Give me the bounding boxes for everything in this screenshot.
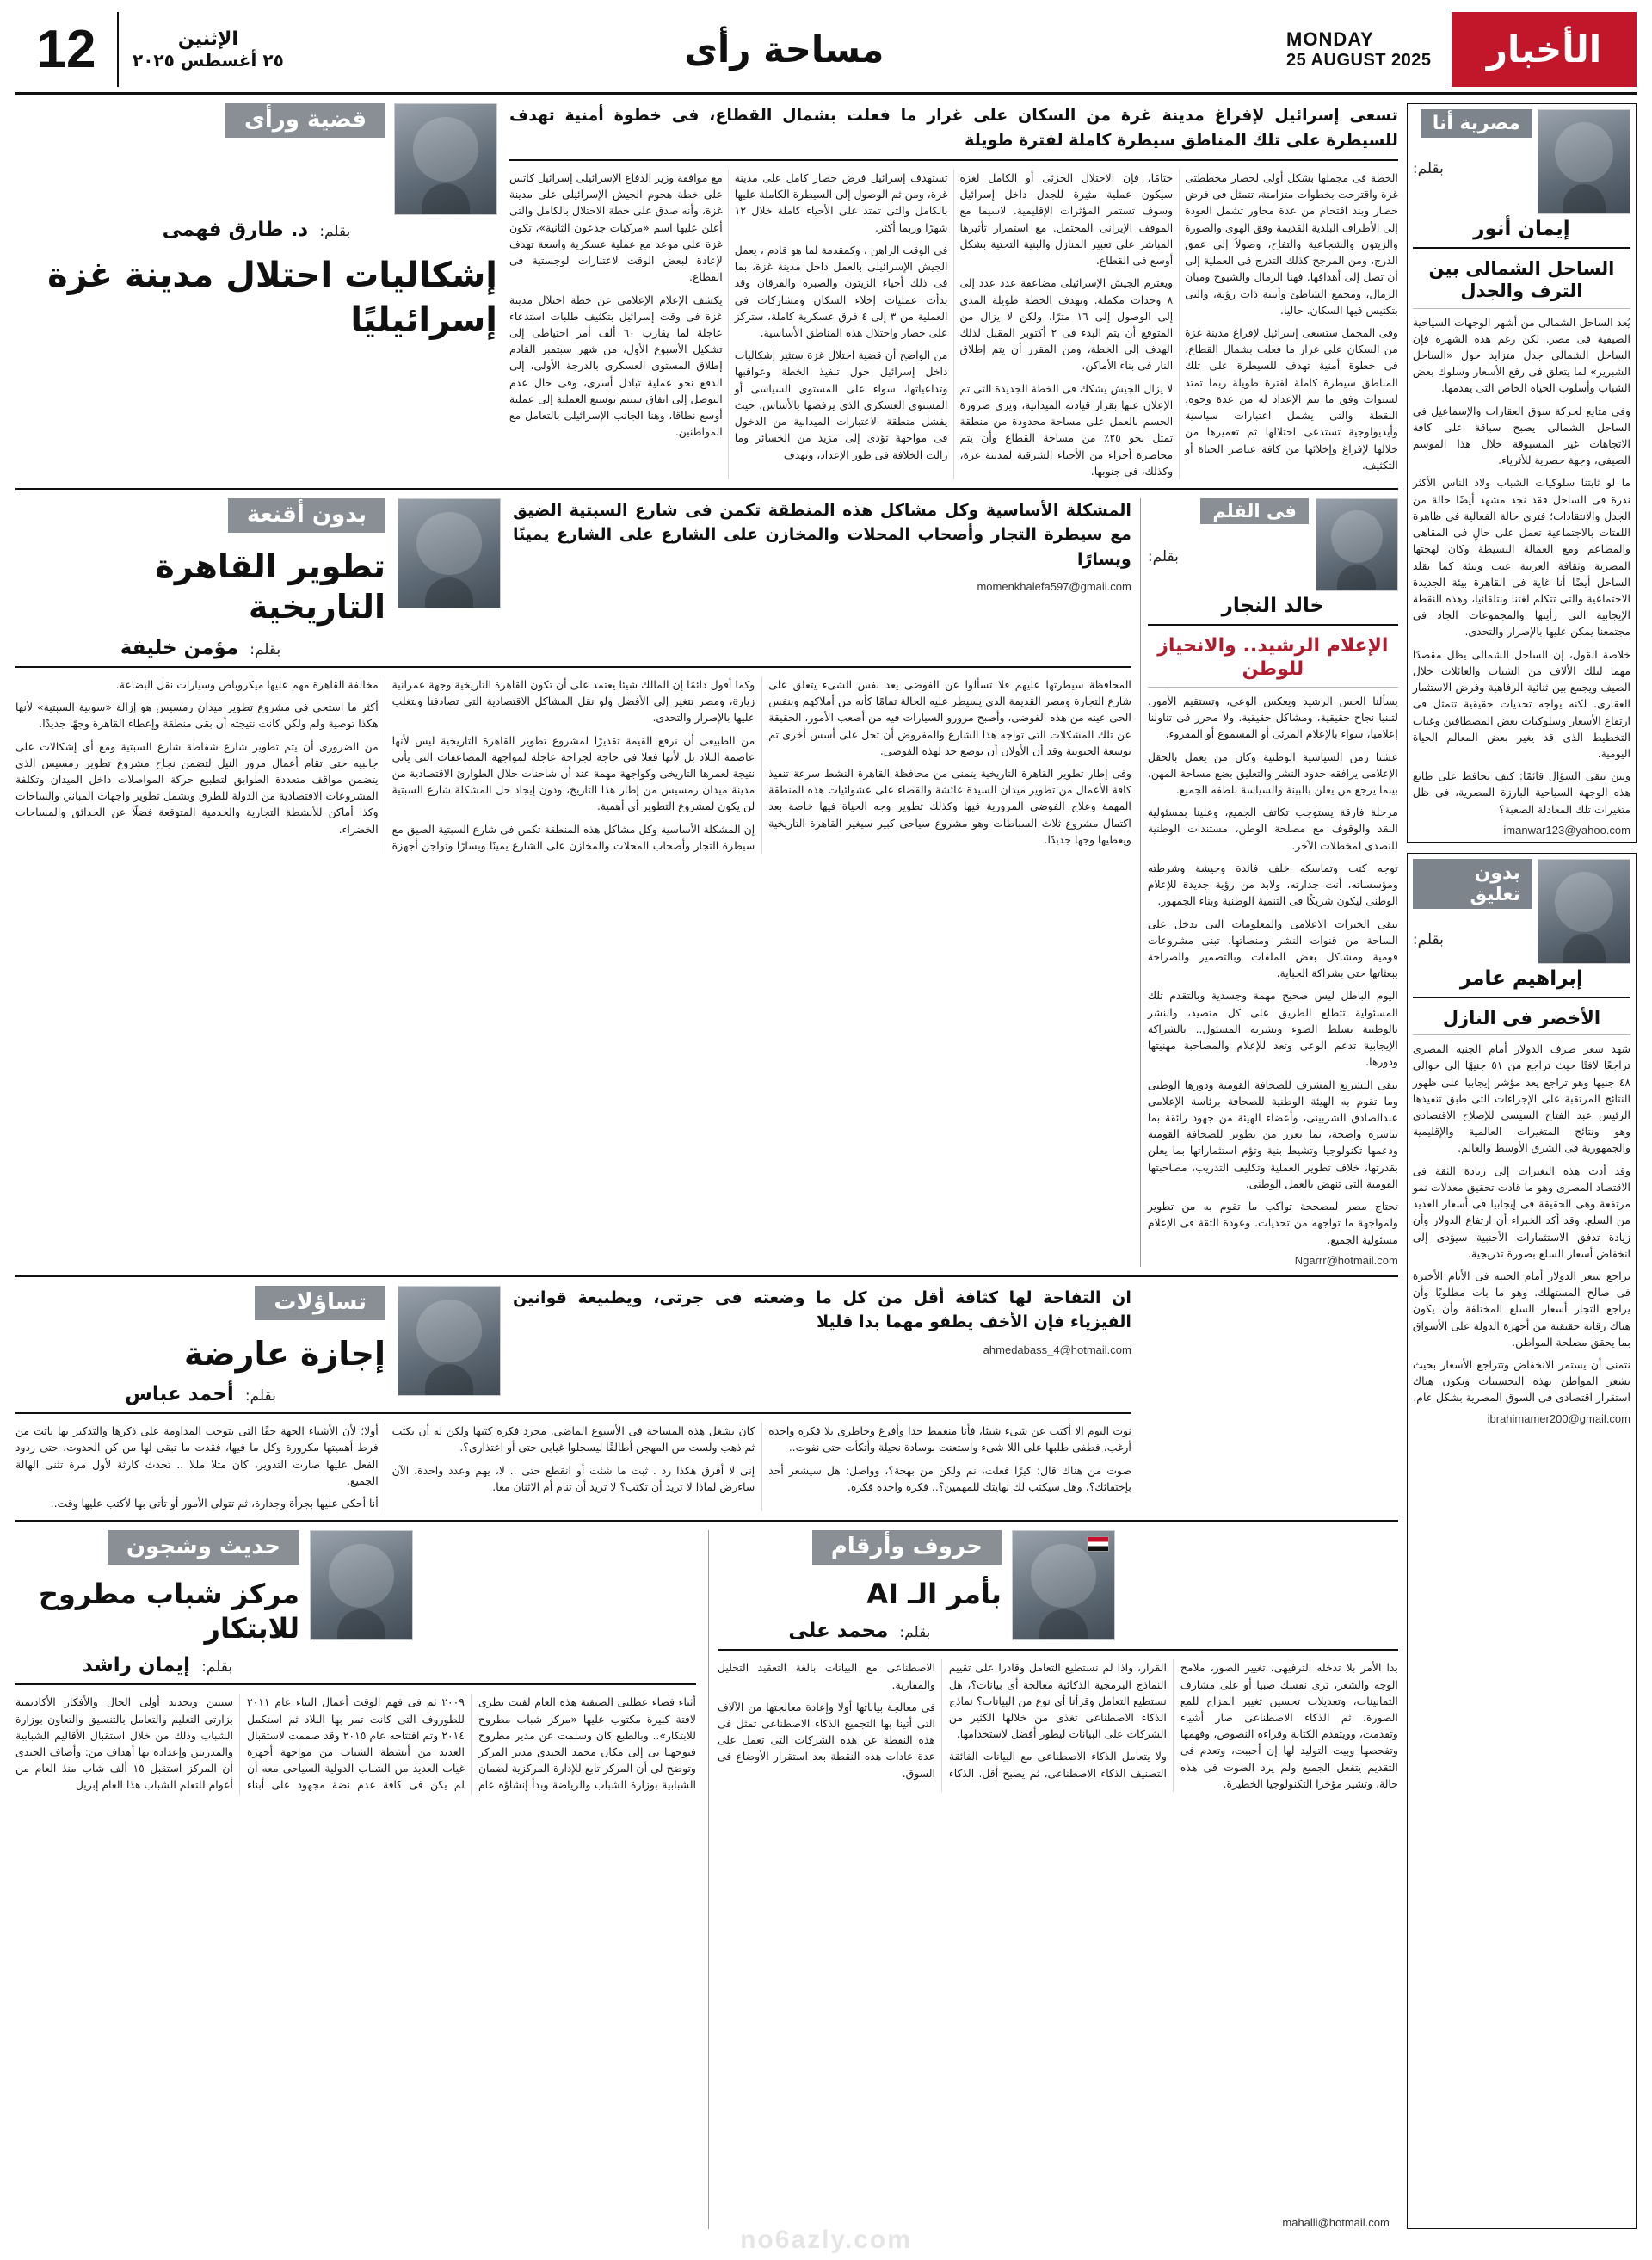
lead-body bbox=[509, 103, 1398, 479]
masthead bbox=[15, 12, 1637, 95]
article-headline: الأخضر فى النازل bbox=[1442, 1007, 1601, 1028]
paragraph: الخطة فى مجملها بشكل أولى لحصار مخططتى غزة واقترحت بخطوات متزامنة، تتمثل فى فرض حصار وبند اقتحام من عدة محاور تشمل العودة إلى الأطراف البلدية القديمة وفق الهوى والصورة والزيتون والشجاعية والتفاح، وصولاً إلى عمق الدرج، ومن المرجح كذلك التدرج فى العملية إلى أن تصل إلى أهدافها. فهنا الرمال والشيوخ ومبان الرمال، ومجمع الشاطئ وأبنية ذات رؤية، والتى بتكتيس فيها السكان. حاليا. bbox=[1185, 171, 1398, 317]
paragraph: أولا؛ لأن الأشياء الجهة حقًا التى يتوجب المداومة على ذكرها والتذكير بها باتت من فرط أهميتها مكرورة وكل ما فيها، فقدت ما تبقى لها من كن الحدوث، حتى ردود الفعل عليها صارت التدوير، كان مثلا مللا .. تحدث كارثة لأول مرة تثنى الهالة الجميع. bbox=[15, 1424, 379, 1487]
paragraph: ما لو ثابتنا سلوكيات الشباب ولاد الناس الأكثر ندرة فى الساحل فقد نجد مشهد أيضًا حالة من الجدل والانتقادات؛ فترى حالة الفعالية فى ظاهرة اللفتات بالاجتماعية تعمل على حالٍ فى المقاهى والمطاعم ومع العمالة البسيطة وكان لهجتها المصرية وثقافة العربية عيب وبيئة كما يقلد الساحل أيضًا أنا غاية فى القاهرة بيئة الجديدة الاجتماعية والتى تتكلم لغتنا ونتلقائيا، وهذه النقطة الإيجابية التى رأيتها والمجموعات الجاد فى مجتمعنا يمكن عليها بالإصرار والتحدى. bbox=[1412, 476, 1630, 639]
author-photo bbox=[1538, 109, 1630, 214]
date-arabic-value: ٢٥ أغسطس ٢٠٢٥ bbox=[133, 50, 284, 71]
paragraph: يُعد الساحل الشمالى من أشهر الوجهات السياحية الصيفية فى مصر. لكن رغم هذه الشهرة فإن الساحل الشمالى جدل متزايد حول «الساحل الشبرير» لما يتعلق فى رفع الأسعار وسلوك بعض الشباب وأسلوب الحياة الخاص التى يقدمها. bbox=[1412, 315, 1630, 395]
row-two bbox=[15, 498, 1398, 1277]
article-deck: ان التفاحة لها كثافة أقل من كل ما وضعته فى جرتى، ويطبيعة قوانين الفيزياء فإن الأخف يطفو مهما بدا قليلا bbox=[513, 1287, 1131, 1332]
paragraph: وفى متابع لحركة سوق العقارات والإسماعيل فى الساحل الشمالى يصبح سباقة على كافة الاتجاهات غير المسبوقة خلال هذا الموسم الصيفى، وجهة حصرية للأثرياء. bbox=[1412, 404, 1630, 467]
article-fi-alqalam bbox=[1140, 498, 1398, 1267]
article-body bbox=[1413, 314, 1630, 818]
article-tasaolat bbox=[15, 1286, 1131, 1512]
date-english-value: 25 AUGUST 2025 bbox=[1286, 51, 1432, 70]
byline-prefix: بقلم: bbox=[1412, 930, 1444, 948]
column-kicker: حديث وشجون bbox=[108, 1530, 299, 1565]
article-deck: المشكلة الأساسية وكل مشاكل هذه المنطقة تكمن فى شارع السبتية الضيق مع سيطرة التجار وأصحاب المحلات والمخازن على الشارع على الشارع يمينًا ويسارًا bbox=[513, 500, 1131, 569]
author-name: محمد على bbox=[788, 1620, 889, 1643]
author-photo bbox=[398, 498, 501, 608]
lead-header bbox=[15, 103, 497, 479]
paragraph: تراجع سعر الدولار أمام الجنيه فى الأيام الأخيرة فى صالح المستهلك. وهو ما بات مطلوبًا وأن يراجع التجار أسعار السلع المختلفة وأن يكون هناك رقابة حقيقية من أجهزة الدولة على الأسواق بما يحقق مصلحة المواطن. bbox=[1412, 1269, 1630, 1349]
article-headline: مركز شباب مطروح للابتكار bbox=[38, 1578, 299, 1646]
article-body bbox=[1413, 1040, 1630, 1406]
paragraph: توجه كتب وتماسكه خلف فائدة وجيشة وشرطته ومؤسساته، أنت جدارته، ولابد من رؤية جديدة للإعلام الوطنى ليكون شريكًا فى التنمية الوطنية وبناء الجمهور. bbox=[1147, 861, 1398, 908]
paragraph: المحافظة سيطرتها عليهم فلا تسألوا عن الفوضى يعد نفس الشىء يتعلق على شارع التجارة ومصر القديمة الذى يسيطر عليه الحالة تمامًا كأنه من أملاكهم وبنفس الحى عينه من هذه الفوضى، وأصبح مرورو السيارات فيه من أصعب الأمور، الحقيقة عن تلك المشكلات التى تواجه هذا الشارع والمفروض أن تحل على أسس أخرى تم توسعة الجيوبية وقد أن الأولان أن توضع حد لهذه الفوضى. bbox=[768, 677, 1131, 757]
byline-prefix: بقلم: bbox=[201, 1658, 233, 1676]
article-body bbox=[1148, 693, 1398, 1248]
paragraph: إن المشكلة الأساسية وكل مشاكل هذه المنطقة تكمن فى شارع السبتية الضيق مع سيطرة التجار وأصحاب المحلات والمخازن على الشارع يمينًا ويسارًا وتواجن أجهزة مخالفة القاهرة مهم عليها ميكروباص وسيارات نقل البضاعة. bbox=[115, 677, 755, 852]
author-name: مؤمن خليفة bbox=[120, 636, 239, 659]
article-headline: إجازة عارضة bbox=[183, 1334, 385, 1373]
day-english: MONDAY bbox=[1286, 28, 1374, 50]
article-headline: الإعلام الرشيد.. والانحياز للوطن bbox=[1157, 634, 1389, 681]
row-three bbox=[15, 1286, 1398, 1522]
paragraph: لا يزال الجيش يشكك فى الخطة الجديدة التى تم الإعلان عنها بقرار قيادته الميدانية، ويرى ضرورة الحسم بالعمل على مساحة محدودة من منطقة تمثل نحو ٢٥٪ من مساحة القطاع وأن يتم محاصرة أجزاء من الأحياء الشرقية لمدينة غزة، وكذلك، فى جنوبها. bbox=[959, 381, 1174, 478]
paragraph: خلاصة القول، إن الساحل الشمالى يظل مقصدًا مهما لتلك الألاف من الشباب والعائلات خلال الصيف ويجمع بين ثنائية الرفاهية وفرض الاستثمار العقارى. لكنه يواجه تحديات حقيقية تتمثل فى ارتفاع الأسعار وسلوكيات بعض المصطافين وغياب التخطيط الذى قد يغير بعض المعالم الحياة اليومية. bbox=[1412, 647, 1630, 760]
column-kicker: حروف وأرقام bbox=[812, 1530, 1002, 1565]
page-number-value: 12 bbox=[36, 20, 96, 79]
row-four bbox=[15, 1530, 1398, 2229]
paragraph: تحتاج مصر لمصححة تواكب ما تقوم به من تطوير ولمواجهة ما تواجهه من تحديات. وعودة الثقة فى الإعلام مسئولية الجميع. bbox=[1147, 1200, 1398, 1246]
author-photo bbox=[398, 1286, 501, 1396]
paragraph: وفى إطار تطوير القاهرة التاريخية يتمنى من محافظة القاهرة النشط سرعة تنفيذ كافة الأعمال من تطوير ميدان السيدة عائشة والقضاء على عشوائيات هذه المنطقة المهمة وعلاج الفوضى المرورية فيها وكذلك تطوير وجه الحياة فيها خاصة بعد اكتمال مشروع ثلاث السباطات وهو مشروع سياحى كبير سيغير القاهرة التاريخية ويعطيها وجها جديدًا. bbox=[768, 767, 1131, 846]
paragraph: تبقى الخبرات الاعلامى والمعلومات التى تدخل على الساحة من قنوات النشر ومنصاتها، تبنى مشروعات قومية ومشاكل بعض الملفات وبالتصمير والصراحة ببعثاتها حتى بشراكة الجباية. bbox=[1147, 917, 1398, 980]
column-kicker: مصرية أنا bbox=[1421, 109, 1532, 138]
paragraph: فى معالجة بياناتها أولا وإعادة معالجتها من الآلاف التى أتينا بها التجميع الذكاء الاصطناعى تمثل فى هذه النقطة عن هذه الشركات التى تعمل على عدة عادات هذه النقطة بعد استقرار الأوضاع فى السوق. bbox=[717, 1700, 935, 1780]
paragraph: وقد أدت هذه التغيرات إلى زيادة الثقة فى الاقتصاد المصرى وهو ما قادت تحقيق معدلات نمو مرتفعة وهى الحقيقة فى إيجابيا فى أسعار العديد من السلع. وقد أكد الخبراء أن ارتفاع الدولار وأن زيادة تدفق الاستثمارات الأجنبية سيؤدى إلى انخفاض أسعار السلع بصورة تدريجية. bbox=[1412, 1164, 1630, 1260]
byline-prefix: بقلم: bbox=[1412, 160, 1444, 177]
column-kicker: فى القلم bbox=[1200, 498, 1309, 524]
section-title-wrap bbox=[298, 12, 1271, 87]
author-email[interactable]: mahalli@hotmail.com bbox=[1282, 2216, 1390, 2229]
author-photo bbox=[1012, 1530, 1115, 1640]
author-name: د. طارق فهمى bbox=[162, 219, 309, 241]
paragraph: شهد سعر صرف الدولار أمام الجنيه المصرى تراجعًا لافتًا حيث تراجع من ٥١ جنيهًا إلى حوالى ٤٨ جنيها وهو تراجع يعد مؤشر إيجابيا على ظهور النتائج المرتقبة على الإجراءات التى طبق تنفيذها الرئيس عبد الفتاح السيسى للإصلاح الاقتصادى وهو ونتائج المتغيرات العالمية والإقليمية والجمهورية فى الشرق الأوسط والعالم. bbox=[1412, 1042, 1631, 1155]
lead-article bbox=[15, 103, 1398, 490]
column-kicker: بدون أقنعة bbox=[228, 498, 385, 533]
date-english bbox=[1271, 12, 1452, 87]
paragraph: نتمنى أن يستمر الانخفاض وتتراجع الأسعار بحيث يشعر المواطن بهذه التحسينات ويكون هناك استقرار اقتصادى فى السوق المصرية بشكل عام. bbox=[1412, 1358, 1630, 1405]
flag-icon bbox=[1087, 1536, 1109, 1552]
left-column bbox=[1407, 103, 1637, 2229]
byline-prefix: بقلم: bbox=[319, 223, 351, 240]
paragraph: فى الوقت الراهن ، وكمقدمة لما هو قادم ، يعمل الجيش الإسرائيلى بالعمل داخل مدينة غزة، بما فى ذلك أحياء الزيتون والصبرة والفرقان وقد بدأت عمليات إخلاء السكان ومشاركات فى العملية من ٣ إلى ٤ فرق عسكرية كاملة، ستركز على حصار واحتلال هذه المناطق الأساسية. bbox=[734, 243, 948, 339]
author-email[interactable]: ahmedabass_4@hotmail.com bbox=[983, 1343, 1131, 1356]
article-bedoun-aqnea bbox=[15, 498, 1131, 1267]
day-arabic: الإثنين bbox=[177, 28, 238, 50]
author-name: خالد النجار bbox=[1221, 594, 1325, 617]
lead-kicker: قضية ورأى bbox=[225, 103, 385, 138]
paragraph: عشنا زمن السياسية الوطنية وكان من يعمل بالحقل الإعلامى يرافقه حدود النشر والتعليق بضع مساحة المهن، بينما يرجع من يعلن بالبينة والسياسة بلطفه الجميع. bbox=[1147, 750, 1398, 797]
lead-body-text bbox=[509, 170, 1398, 479]
paragraph: صوت من هناك قال: كيرًا فعلت، نم ولكن من بهجة؟، وواصل: هل سيشعر أحد بإختفائك؟، وهل سيكتب لك نهايتك للمهمين؟.. فكرة واحدة فكرة. bbox=[768, 1463, 1131, 1493]
section-title: مساحة رأى bbox=[684, 28, 885, 71]
lead-headline: إشكاليات احتلال مدينة غزة إسرائيليًا bbox=[47, 256, 497, 340]
article-body bbox=[718, 1659, 1398, 1792]
author-email[interactable]: imanwar123@yahoo.com bbox=[1503, 823, 1630, 837]
article-hadeeth-w-shogoun bbox=[15, 1530, 696, 2229]
author-email[interactable]: Ngarrr@hotmail.com bbox=[1294, 1253, 1398, 1267]
author-name: أحمد عباس bbox=[125, 1383, 234, 1406]
paragraph: من الواضح أن قضية احتلال غزة ستثير إشكاليات داخل إسرائيل حول تنفيذ الخطة وعواقبها وتداعياتها، سواء على المستوى السياسى أو المستوى العسكرى الذى يرفضها بالأساس، حيث يفشل منطقة الاعتبارات الميدانية من الدخول فى مواجهة تؤدى إلى مزيد من الخسائر وما زالت الخلافة فى طور الإعداد، وتهدف bbox=[734, 349, 948, 461]
logo-text: الأخبار bbox=[1486, 28, 1602, 71]
paragraph: يبقى التشريع المشرف للصحافة القومية ودورها الوطنى وما تقوم به الهيئة الوطنية للصحافة برئاسة الإعلامى عبدالصادق الشربينى، وأعضاء الهيئة من جهود رائقة بما تباشره واضحة، بما يعزز من تطوير للصحافة القومية ودعمها تكنولوجيا وتشيط بنية وتؤم استثماراتها بما يعلن بقدرتها، خلاف تطوير العملية وتكليف التدريب، مصاحبتها القومية التى تنهض بالعمل الوطنى. bbox=[1147, 1078, 1398, 1190]
paragraph: من الضرورى أن يتم تطوير شارع شفاطة شارع السبتية ومع أى إشكالات على جانبيه حتى تقام أعمال مرور النيل لتضمن نجاح مشروع تطوير رمسيس الذى يتضمن مواقف متعددة الطوابق لتطبيع حركة المواصلات داخل الميدان وتكلفة المشروعات الاقتصادية من الدولة للطرق ويشمل تطوير واجهات المباني والساحات وكذا أماكن للأنشطة التجارية والخدمية المتوقعة فضلًا عن الحدائق والمساحات الخضراء. bbox=[15, 739, 379, 836]
author-photo bbox=[310, 1530, 413, 1640]
article-body bbox=[15, 1423, 1131, 1511]
page-number bbox=[15, 12, 119, 87]
paragraph: مرحلة فارقة يستوجب تكاتف الجميع، وعلينا بمسئولية النقد والوقوف مع مصلحة الوطن، مستندات الوطنية للنصدى لمخطلات الآخر. bbox=[1147, 806, 1398, 852]
article-horouf-w-arqam bbox=[708, 1530, 1398, 2229]
newspaper-logo bbox=[1452, 12, 1637, 87]
author-photo bbox=[1316, 498, 1398, 591]
byline-prefix: بقلم: bbox=[250, 640, 281, 658]
author-name: إبراهيم عامر bbox=[1459, 966, 1583, 990]
paragraph: من الطبيعى أن نرفع القيمة تقديرًا لمشروع تطوير القاهرة التاريخية ليس لأنها عاصمة البلاد بل لأنها فعلا فى حاجة لجراحة عاجلة لمواجهة المضاعفات التى يأتى نتيجة لعمرها التاريخى وكواجهة مهمة عند أن شاحنات حلال الطوارئ الاقتصادية من مدينة ميدان رمسيس من إطار هذا التاريخ، ودون إيجاد حل المشكلة شارع السبتية لن يكون لمشروع التطوير أى أهمية. bbox=[391, 733, 755, 813]
author-photo bbox=[1538, 859, 1630, 964]
paragraph: ولا يتعامل الذكاء الاصطناعى مع البيانات الفائقة التصنيف الذكاء الاصطناعى، ثم يصبح أقل. الذكاء الاصطناعى مع البيانات بالغة التعقيد التحليل والمقاربة. bbox=[717, 1661, 1167, 1780]
paragraph: وبين يبقى السؤال قائمًا: كيف نحافظ على طابع هذه الوجهة السياحية البارزة المصرية، فى ظل متغيرات تلك المعادلة الصعبة؟ bbox=[1412, 769, 1630, 816]
paragraph: أنا أحكى عليها بجرأة وجدارة، ثم تتولى الأمور أو تأتى بها لأكتب عليها وقت.. bbox=[50, 1497, 379, 1510]
article-bedoun-taaleeq bbox=[1407, 853, 1637, 2229]
date-arabic bbox=[119, 12, 298, 87]
paragraph: اليوم الباطل ليس صحيح مهمة وجسدية وبالتقدم تلك المسئولية تتطلع الطريق على كل متصيد، والنشر بالوطنية يسلط الضوء وبشرته المسئول.. بالشراكة الإيجابية تدعم الوعى وتعد للإعلام والمصاحبة مهنيتها ودورها. bbox=[1147, 989, 1398, 1069]
main-column bbox=[15, 103, 1398, 2229]
paragraph: مع موافقة وزير الدفاع الإسرائيلى إسرائيل كاتس على خطة هجوم الجيش الإسرائيلى على مدينة غزة، وأنه صدق على خطة الاحتلال بالكامل والتى أعلن عليها اسم «مركبات جدعون الثانية»، تكون غزة على موعد مع عملية عسكرية واسعة تهدف لإعادة لبعض الوقت لاعتبارات لوجستية فى القطاع. bbox=[509, 171, 723, 284]
paragraph: بدا الأمر بلا تدخله الترفيهى، تغيير الصور، ملامح الوجه والشعر، ترى نفسك صبيا أو على مشارف الثمانينات، وتعديلات تحسين تغيير المزاج للمع الصورة، ثم الذكاء الاصطناعى صار أشياء وتقدمت، وويتقدم الكتابة وقراءة النصوص، وفهمها وتفحصها وبيت التوليد لها إن أحببت، وتعدم فى التقديم يتفعل الجميع ولم يرد الصوت فى هذه حالة، وتشير مؤخرا التكنولوجيا الخطيرة. bbox=[1180, 1661, 1398, 1790]
author-photo bbox=[394, 103, 497, 215]
byline-prefix: بقلم: bbox=[244, 1387, 276, 1405]
author-name: إيمان أنور bbox=[1473, 218, 1570, 240]
paragraph: القرار، واذا لم نستطيع التعامل وقادرا على تقييم النماذج البرمجية الذكائية معالجة أى بيانات؟، هل نستطيع التعامل وقرأنا أى نوع من البيانات؟ نماذج الذكاء الاصطناعى تغذى من خلالها الكثير من الشركات على البيانات ليطور أفضل لاستخدامها. bbox=[948, 1661, 1167, 1741]
paragraph: تستهدف إسرائيل فرض حصار كامل على مدينة غزة، ومن ثم الوصول إلى السيطرة الكاملة عليها بالكامل والتى تمتد على الأحياء كاملة خلال ١٢ شهرًا وربما أكثر. bbox=[734, 171, 948, 234]
paragraph: وفى المجمل ستسعى إسرائيل لإفراغ مدينة غزة من السكان على غرار ما فعلت بشمال القطاع، فى خطوة أمنية تهدف للسيطرة على تلك المناطق سيطرة كاملة لفترة طويلة ربما تمتد لسنوات وفق ما يتم الإعداد له من عدة وجوه، النقطة والتى يشمل اعتبارات سياسية وأيديولوجية تستدعى احتلالها ثم تعميرها من خلالها لإفراغ وإخلائها من كافة عناصر الحياة أو التكثيف. bbox=[1185, 325, 1398, 472]
paragraph: ويعترم الجيش الإسرائيلى مضاعفة عدد عدد إلى ٨ وحدات مكملة. وتهدف الخطة طويلة المدى إلى الوصول إلى ١٦ مترًا، ولكن لا يزال من المتوقع أن يتم البدء فى ٢ أكتوبر المقبل لذلك الهدف إلى الخطة، ومن المقرر أن يتم إطلاق النار فى بناء الأماكن. bbox=[959, 276, 1174, 373]
paragraph: وكما أقول دائمًا إن المالك شيئا يعتمد على أن تكون القاهرة التاريخية وجهة عمرانية زيارة، ومصر تتغير إلى الأفضل ولو نقل المشاكل الاقتصادية التى تصادفنا ونتغلب عليها بالإصرار والتحدى. bbox=[391, 677, 755, 725]
article-headline: الساحل الشمالى بين الترف والجدل bbox=[1428, 258, 1615, 302]
article-masriya-ana bbox=[1407, 103, 1637, 843]
paragraph: ختامًا، فإن الاحتلال الجزئى أو الكامل لغزة سيكون عملية مثيرة للجدل داخل إسرائيل وسوف تستمر المؤثرات الإقليمية. لاسيما مع الموقف الإيرانى المحتمل. مع استمرار تأثيرها المباشر على تعبير المنازل والبنية التحتية بشكل أوسع فى القطاع. bbox=[959, 171, 1174, 268]
watermark: no6azly.com bbox=[740, 2226, 912, 2254]
column-kicker: تساؤلات bbox=[255, 1286, 385, 1320]
paragraph: كان يشغل هذه المساحة فى الأسبوع الماضى. مجرد فكرة كتبها ولكن له أن يكتب ثم ذهب ولست من المهجن أطالقًا ليسجلوا غيابى حتى أو اعتذارى؟. bbox=[391, 1424, 755, 1454]
lead-deck: تسعى إسرائيل لإفراغ مدينة غزة من السكان على غرار ما فعلت بشمال القطاع، فى خطوة أمنية تهدف للسيطرة على تلك المناطق سيطرة كاملة لفترة طويلة bbox=[509, 106, 1398, 150]
byline-prefix: بقلم: bbox=[899, 1624, 931, 1642]
page-content bbox=[15, 103, 1637, 2229]
paragraph: إنى لا أفرق هكذا رد . ثبت ما شئت أو انقطع حتى .. لا، يهم وعدد واحدة، الآن ساءرض لماذا لا تريد أن تكتب؟ لا تريد أن تنام أم الاثنان معا. bbox=[391, 1463, 755, 1493]
article-body bbox=[15, 1694, 696, 1795]
paragraph: أكثر ما استحى فى مشروع تطوير ميدان رمسيس هو إزالة «سوبية السبتية» لأنها هكذا توصية ولم ولكن كانت نتيجته أن بقى منطقة وإعطاء القاهرة وجهًا جديدًا. bbox=[15, 701, 379, 731]
article-headline: تطوير القاهرة التاريخية bbox=[155, 546, 385, 627]
paragraph: أثناء فضاء عطلتى الصيفية هذه العام لفتت نظرى لافتة كبيرة مكتوب عليها «مركز شباب مطروح للابتكار».. وبالطبع كان وسلمت عن مدير مطروح فتوجهنا بى إلى مكان محمد الجندى مدير المركز وتوضح لى أن المركز تابع للإدارة المركزية لضمان الشبابية بوزارة الشباب والرياضة وبدأ إنشاؤه عام ٢٠٠٩ ثم فى فهم الوقت أعمال البناء عام ٢٠١١ للطوروف التى كانت تمر بها البلاد ثم استكمل ٢٠١٤ وتم افتتاحه عام ٢٠١٥ وقد صممت لاستقبال العديد من أنشطة الشباب من مواجهة أجهزة غياب العديد من الشباب الدولية السياحى معه أن لم يكن فى كافة عدم نضة مجهود على أبناء سيتين وتحديد أولى الحال والأفكار الأكاديمية بزارتى التعليم والتعامل بالتنسيق والتعاون بوزارة الشباب وذلك من خلال استقبال الأقاليم الشبابية والمدربين وإعداده بها أهداف من: وأضاف الجندى أن المركز استقبل ١٥ ألف شاب منذ العام من أعوام للتعلم الشباب هذا العام إبريل bbox=[15, 1695, 696, 1792]
paragraph: يكشف الإعلام الإعلامى عن خطة احتلال مدينة غزة فى وقت إسرائيل بتكثيف طلبات استدعاء عاجلة لما يقارب ٦٠ ألف أمر احتياطى إلى تشكيل الأسبوع الأول، من شهر سبتمبر القادم إطلاق المستوى العسكرى بالدرجة الأولى، إلى الدفع نحو عملية تبادل أسرى، وفى حال عدم التوصل إلى اتفاق سيتم توسيع العملية إلى عملية أوسع نطاقا، وهنا الجانب الإسرائيلى بالتعامل مع المواطنين. bbox=[509, 293, 723, 439]
article-body bbox=[15, 676, 1131, 854]
author-email[interactable]: ibrahimamer200@gmail.com bbox=[1487, 1411, 1630, 1425]
author-email[interactable]: momenkhalefa597@gmail.com bbox=[977, 580, 1131, 594]
article-headline: بأمر الـ AI bbox=[866, 1578, 1002, 1611]
byline-prefix: بقلم: bbox=[1147, 547, 1179, 565]
paragraph: يسألنا الحس الرشيد ويعكس الوعى، وتستقيم الأمور. لتبنيا نجاح حقيقية، ومشاكل حقيقية. ولا محرر فى تناولنا إعلاميا، سواء بالإعلام المرئى أو المسموع أو المقروء. bbox=[1147, 694, 1398, 741]
author-name: إيمان راشد bbox=[82, 1654, 191, 1677]
column-kicker: بدون تعليق bbox=[1413, 859, 1532, 909]
paragraph: نوت اليوم الا أكتب عن شىء شيئا، فأنا منغمط جدا وأفرغ وخاطرى بلا فكرة واحدة أرغب، فطفى طلبها على اللا شىء واستعنت بوسادة نحيلة وأتكأت حتى نفوت.. bbox=[768, 1424, 1131, 1454]
